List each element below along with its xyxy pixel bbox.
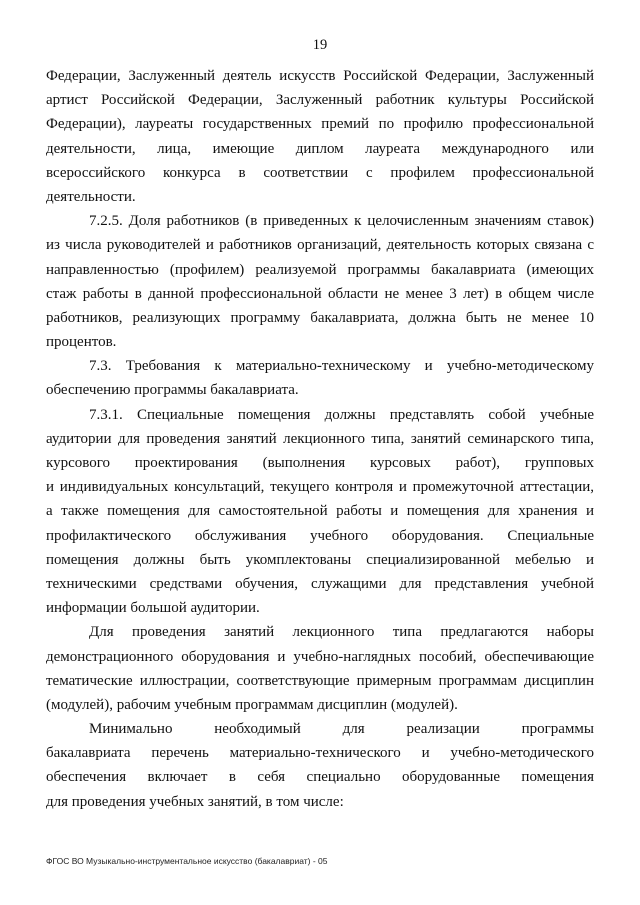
text-line: деятельности, лица, имеющие диплом лауреата международного или <box>46 140 594 157</box>
text-line: и индивидуальных консультаций, текущего контроля и промежуточной аттестации, <box>46 479 594 496</box>
text-line: помещения должны быть укомплектованы специализированной мебелью и <box>46 551 594 568</box>
text-line: работников, реализующих программу бакалавриата, должна быть не менее 10 <box>46 309 594 326</box>
text-line: Федерации), лауреаты государственных премий по профилю профессиональной <box>46 116 594 133</box>
text-line: информации большой аудитории. <box>46 600 260 617</box>
paragraph-teachers-awards <box>46 64 594 209</box>
paragraph-7-3 <box>46 354 594 402</box>
document-body <box>46 64 594 814</box>
text-line: демонстрационного оборудования и учебно-наглядных пособий, обеспечивающие <box>46 648 594 665</box>
text-line: стаж работы в данной профессиональной области не менее 3 лет) в общем числе <box>46 285 594 302</box>
text-line: курсового проектирования (выполнения курсовых работ), групповых <box>46 455 594 471</box>
text-line: направленностью (профилем) реализуемой программы бакалавриата (имеющих <box>46 261 594 278</box>
text-line: для проведения учебных занятий, в том числе: <box>46 793 344 810</box>
paragraph-lecture-equipment <box>46 620 594 717</box>
text-line: 7.2.5. Доля работников (в приведенных к целочисленным значениям ставок) <box>89 213 594 230</box>
text-line: (модулей), рабочим учебным программам дисциплин (модулей). <box>46 696 458 713</box>
text-line: Минимально необходимый для реализации программы <box>89 721 594 738</box>
text-line: 7.3. Требования к материально-техническому и учебно-методическому <box>89 358 594 375</box>
text-line: а также помещения для самостоятельной работы и помещения для хранения и <box>46 503 594 520</box>
document-footer: ФГОС ВО Музыкально-инструментальное искусство (бакалавриат) - 05 <box>46 856 328 866</box>
text-line: артист Российской Федерации, Заслуженный работник культуры Российской <box>46 92 594 109</box>
text-line: техническими средствами обучения, служащими для представления учебной <box>46 575 594 592</box>
text-line: деятельности. <box>46 188 136 205</box>
paragraph-minimum-list <box>46 717 594 814</box>
text-line: Федерации, Заслуженный деятель искусств Российской Федерации, Заслуженный <box>46 68 594 84</box>
text-line: тематические иллюстрации, соответствующие примерным программам дисциплин <box>46 672 594 689</box>
text-line: обеспечения включает в себя специально оборудованные помещения <box>46 769 594 786</box>
paragraph-7-3-1 <box>46 403 594 621</box>
text-line: бакалавриата перечень материально-технического и учебно-методического <box>46 745 594 762</box>
text-line: обеспечению программы бакалавриата. <box>46 382 299 399</box>
text-line: Для проведения занятий лекционного типа предлагаются наборы <box>89 624 594 641</box>
page-number: 19 <box>312 37 328 53</box>
text-line: профилактического обслуживания учебного оборудования. Специальные <box>46 527 594 544</box>
text-line: аудитории для проведения занятий лекционного типа, занятий семинарского типа, <box>46 430 594 447</box>
paragraph-7-2-5 <box>46 209 594 354</box>
text-line: 7.3.1. Специальные помещения должны представлять собой учебные <box>89 406 594 423</box>
text-line: всероссийского конкурса в соответствии с профилем профессиональной <box>46 164 594 181</box>
text-line: процентов. <box>46 334 117 351</box>
text-line: из числа руководителей и работников организаций, деятельность которых связана с <box>46 237 594 254</box>
